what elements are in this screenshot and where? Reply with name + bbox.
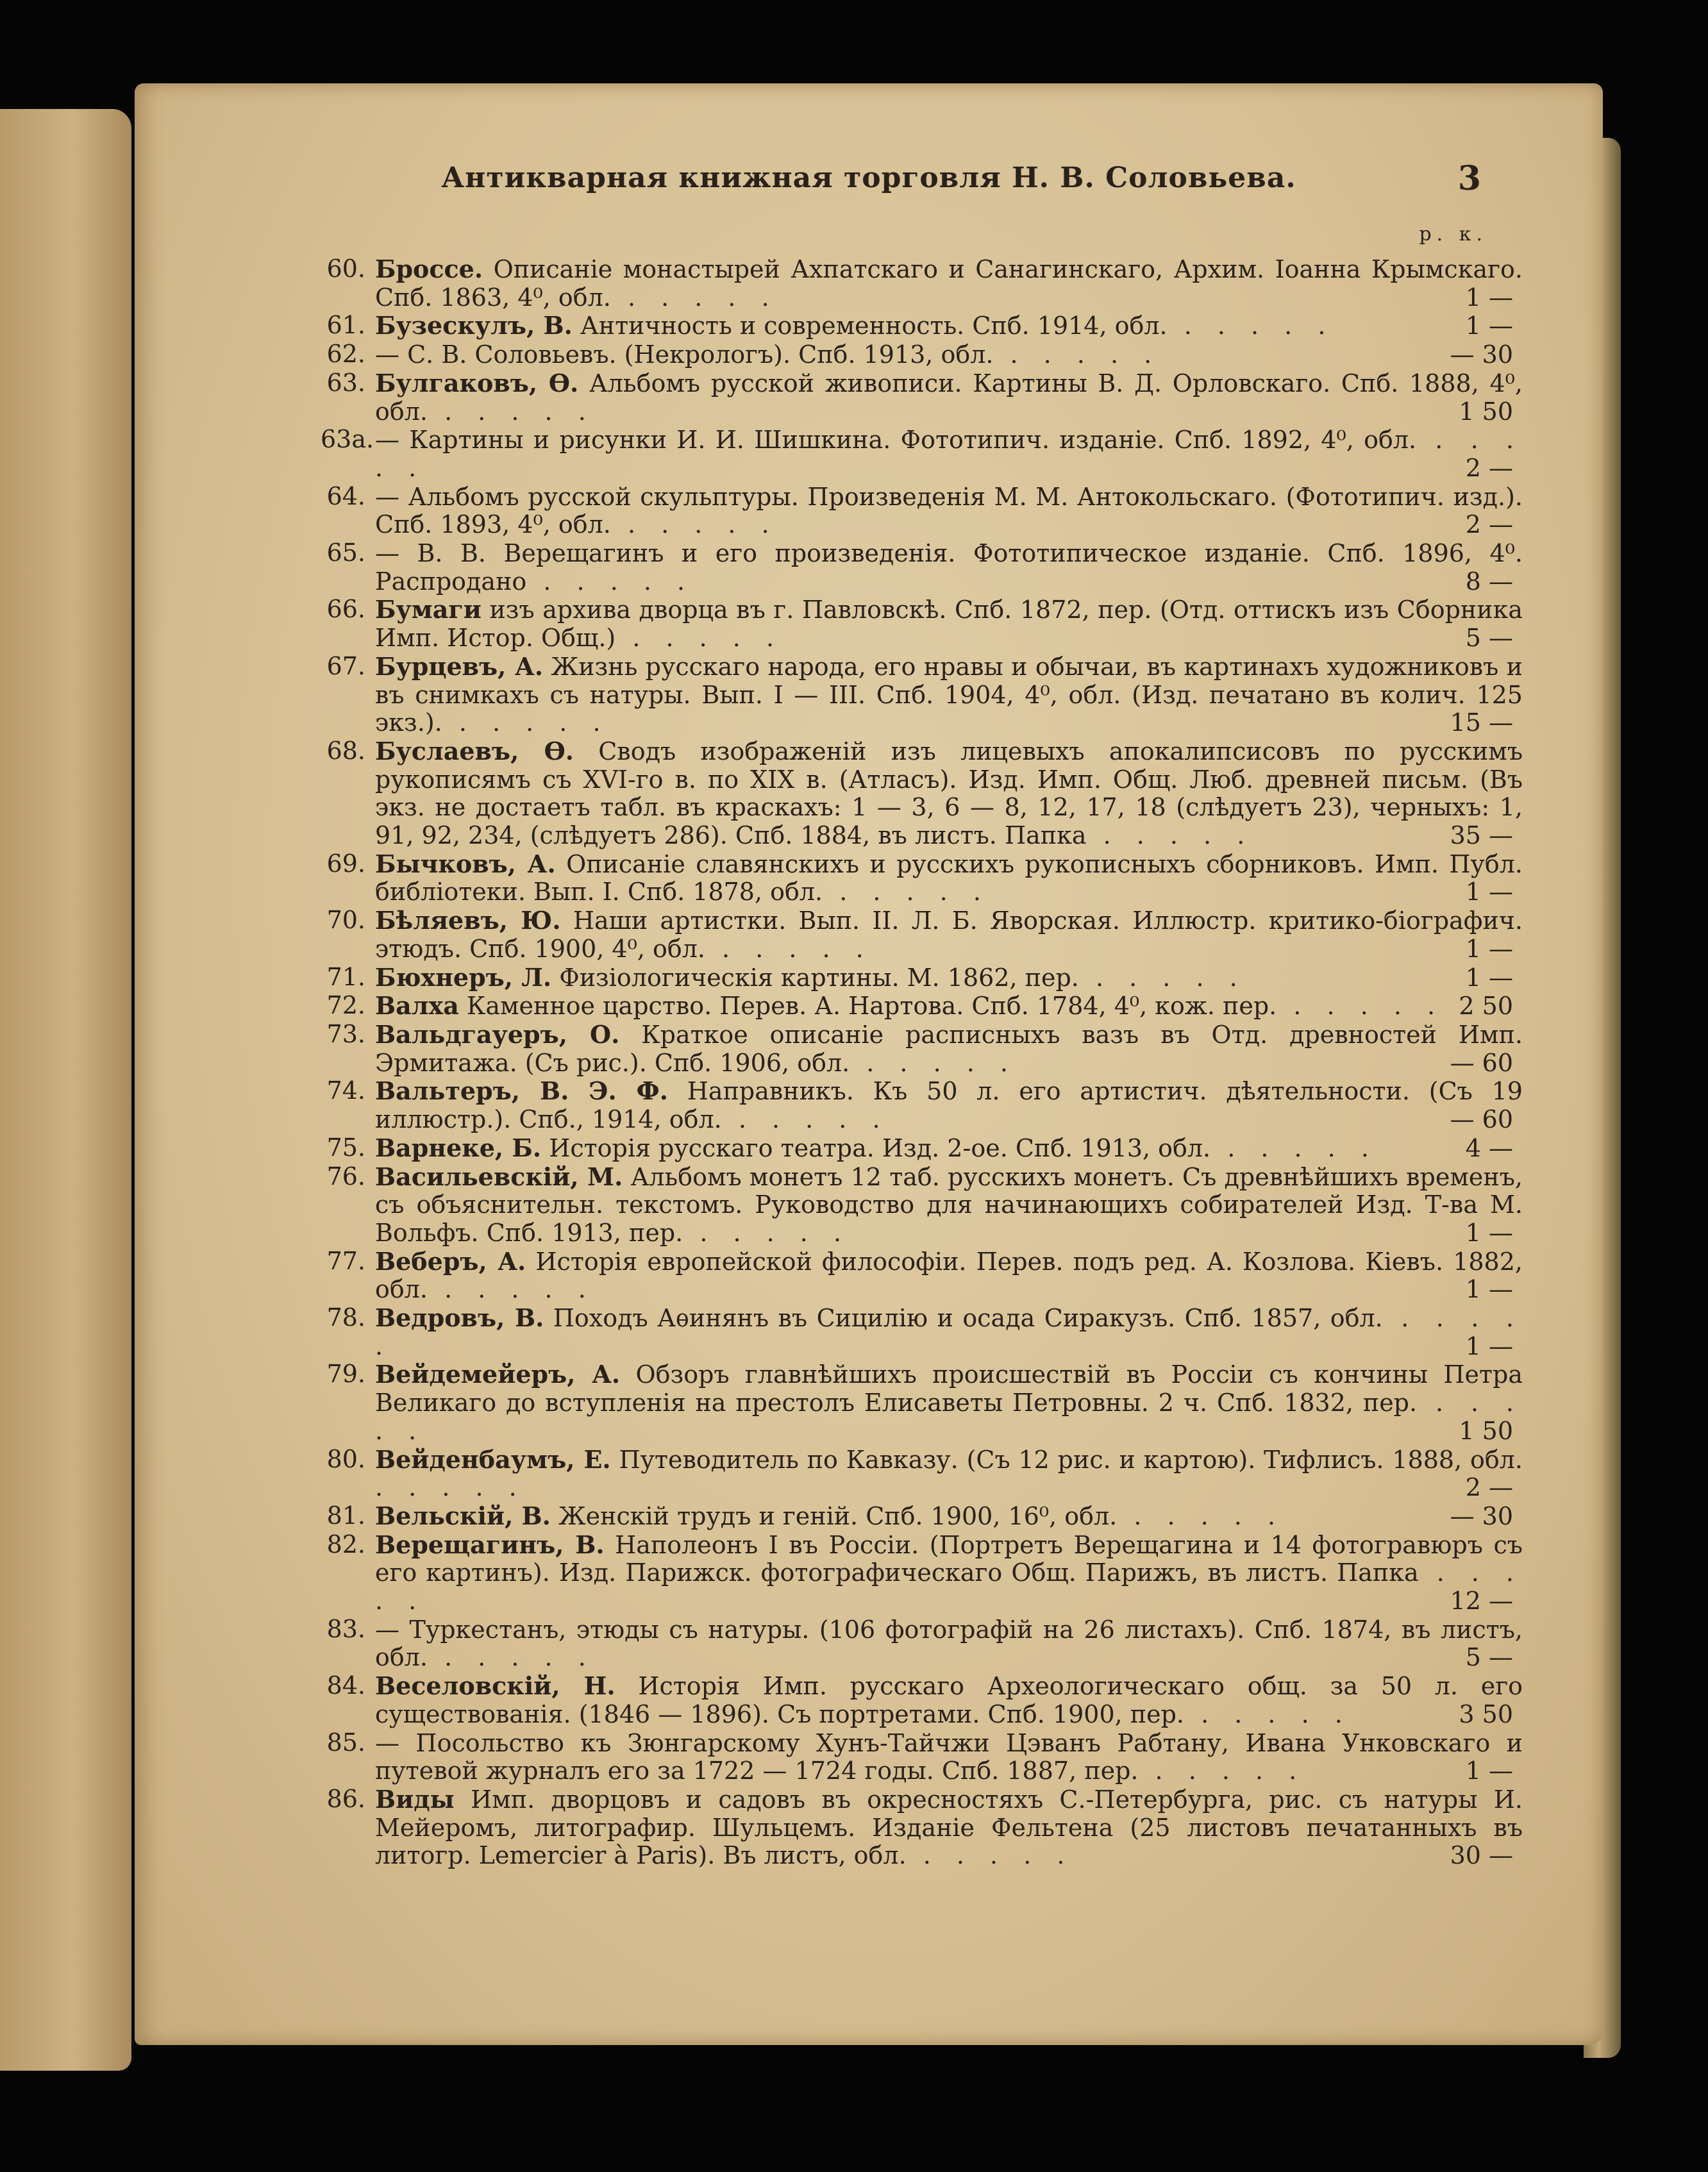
- entry-text: — Альбомъ русской скульптуры. Произведенія М. М. Антокольскаго. (Фототипич. изд.). Спб. 1893, 4⁰, обл.: [375, 482, 1523, 539]
- entry-price: 2 50: [1459, 992, 1513, 1021]
- catalog-entry: [135, 1360, 1603, 1445]
- leader-dots: . . . . .: [1138, 1757, 1306, 1785]
- entry-text: Имп. дворцовъ и садовъ въ окресностяхъ С.-Петербурга, рис. съ натуры И. Мейеромъ, литографир. Шульцемъ. Изданіе Фельтена (25 листовъ печатанныхъ въ литогр. Lemercier à Paris). Въ листъ, обл.: [375, 1785, 1523, 1870]
- entry-number: 64.: [326, 481, 365, 510]
- entry-number: 71.: [326, 962, 365, 991]
- entry-text: Жизнь русскаго народа, его нравы и обычаи, въ картинахъ художниковъ и въ снимкахъ съ натуры. Вып. I — III. Спб. 1904, 4⁰, обл. (Изд. печатано въ колич. 125 экз.).: [375, 652, 1523, 737]
- entry-description: [375, 539, 1523, 596]
- entry-number: 66.: [326, 595, 365, 624]
- entry-description: [375, 906, 1523, 963]
- entry-author: Бычковъ, А.: [375, 849, 556, 878]
- catalog-entry: [135, 1729, 1603, 1785]
- entry-description: [375, 992, 1523, 1021]
- leader-dots: . . . . .: [375, 1473, 526, 1502]
- entry-description: [375, 340, 1523, 369]
- leader-dots: . . . . .: [442, 708, 610, 737]
- leader-dots: . . . . .: [375, 1304, 1523, 1360]
- entry-text: — С. В. Соловьевъ. (Некрологъ). Спб. 1913, обл.: [375, 340, 994, 369]
- leader-dots: . . . . .: [427, 397, 595, 426]
- entry-number: 86.: [326, 1784, 365, 1813]
- entry-description: [375, 1502, 1523, 1531]
- entry-author: Бузескулъ, В.: [375, 311, 573, 340]
- leader-dots: . . . . .: [610, 510, 778, 539]
- entry-number: 75.: [326, 1133, 365, 1162]
- entry-text: Каменное царство. Перев. А. Нартова. Спб. 1784, 4⁰, кож. пер.: [466, 992, 1277, 1021]
- entry-description: [375, 653, 1523, 737]
- entry-author: Ведровъ, В.: [375, 1303, 544, 1333]
- entry-author: Веселовскій, Н.: [375, 1671, 615, 1701]
- entry-text: Путеводитель по Кавказу. (Съ 12 рис. и картою). Тифлисъ. 1888, обл.: [619, 1445, 1523, 1474]
- leader-dots: . . . . .: [1210, 1133, 1378, 1162]
- entry-price: 1 —: [1465, 1332, 1513, 1360]
- entry-price: 1 —: [1465, 963, 1513, 992]
- entry-number: 79.: [326, 1360, 365, 1389]
- entry-description: [375, 737, 1523, 850]
- entry-text: — В. В. Верещагинъ и его произведенія. Фототипическое изданіе. Спб. 1896, 4⁰. Распродано: [375, 539, 1523, 596]
- entry-text: — Туркестанъ, этюды съ натуры. (106 фотографій на 26 листахъ). Спб. 1874, въ листъ, обл.: [375, 1615, 1523, 1672]
- entry-author: Виды: [375, 1784, 455, 1814]
- leader-dots: . . . . .: [906, 1841, 1074, 1870]
- entry-price: 30 —: [1450, 1841, 1513, 1870]
- entry-description: [375, 1729, 1523, 1785]
- entry-number: 62.: [326, 340, 365, 369]
- leader-dots: . . . . .: [615, 624, 783, 653]
- entry-text: Сводъ изображеній изъ лицевыхъ апокалипсисовъ по русскимъ рукописямъ съ XVI-го в. по XIX в. (Атласъ). Изд. Имп. Общ. Люб. древней письм. (Въ экз. не достаетъ табл. въ краскахъ: 1 — 3, 6 — 8, 12, 17, 18 (слѣдуетъ 23), черныхъ: 1, 91, 92, 234, (слѣдуетъ 286). Спб. 1884, въ листъ. Папка: [375, 737, 1523, 850]
- entry-description: [375, 1616, 1523, 1672]
- entry-text: Исторія европейской философіи. Перев. подъ ред. А. Козлова. Кіевъ. 1882, обл.: [375, 1247, 1523, 1304]
- entry-number: 81.: [326, 1501, 365, 1530]
- catalog-entry: [135, 1616, 1603, 1672]
- entry-description: [375, 1021, 1523, 1077]
- entry-description: [375, 1672, 1523, 1728]
- entry-price: 5 —: [1465, 1643, 1513, 1672]
- catalog-entry: [135, 1021, 1603, 1077]
- entry-number: 67.: [326, 651, 365, 680]
- entry-author: Вельскій, В.: [375, 1501, 551, 1530]
- entry-text: — Картины и рисунки И. И. Шишкина. Фототипич. изданіе. Спб. 1892, 4⁰, обл.: [375, 426, 1417, 455]
- leader-dots: . . . . .: [721, 1105, 889, 1134]
- entry-number: 65.: [326, 539, 365, 567]
- catalog-entry: [135, 1163, 1603, 1248]
- catalog-entry: [135, 1502, 1603, 1531]
- entry-text: Физіологическія картины. М. 1862, пер.: [559, 963, 1079, 992]
- catalog-entry: [135, 737, 1603, 850]
- entry-number: 80.: [326, 1444, 365, 1473]
- entry-description: [375, 1304, 1523, 1360]
- entry-author: Бѣляевъ, Ю.: [375, 906, 561, 935]
- catalog-entry: [135, 1134, 1603, 1163]
- entry-text: Альбомъ русской живописи. Картины В. Д. Орловскаго. Спб. 1888, 4⁰, обл.: [375, 369, 1523, 426]
- entry-number: 85.: [326, 1728, 365, 1757]
- entry-text: Направникъ. Къ 50 л. его артистич. дѣятельности. (Съ 19 иллюстр.). Спб., 1914, обл.: [375, 1077, 1523, 1134]
- catalog-entry: [135, 312, 1603, 340]
- catalog-entry: [135, 426, 1603, 482]
- entry-author: Васильевскій, М.: [375, 1162, 623, 1191]
- leader-dots: . . . . .: [427, 1275, 595, 1304]
- leader-dots: . . . . .: [1086, 821, 1254, 850]
- catalog-entry: [135, 369, 1603, 426]
- entry-number: 76.: [326, 1162, 365, 1190]
- entry-price: — 30: [1450, 1501, 1513, 1530]
- entry-description: [375, 1531, 1523, 1616]
- entry-author: Бурцевъ, А.: [375, 651, 544, 681]
- entry-description: [375, 483, 1523, 539]
- entry-text: Исторія Имп. русскаго Археологическаго общ. за 50 л. его существованія. (1846 — 1896). Съ портретами. Спб. 1900, пер.: [375, 1672, 1523, 1728]
- entry-description: [375, 1446, 1523, 1502]
- catalog-entry: [135, 1446, 1603, 1502]
- page-number: 3: [1457, 159, 1481, 198]
- entry-price: 2 —: [1465, 453, 1513, 482]
- entry-text: Обзоръ главнѣйшихъ происшествій въ Россіи съ кончины Петра Великаго до вступленія на престолъ Елисаветы Петровны. 2 ч. Спб. 1832, пер.: [375, 1360, 1523, 1417]
- entry-text: Краткое описаніе расписныхъ вазъ въ Отд. древностей Имп. Эрмитажа. (Съ рис.). Спб. 1906, обл.: [375, 1020, 1523, 1077]
- catalog-entry: [135, 964, 1603, 992]
- leader-dots: . . . . .: [375, 426, 1523, 482]
- entry-author: Бумаги: [375, 595, 481, 624]
- entry-price: 5 —: [1465, 624, 1513, 653]
- entry-author: Варнеке, Б.: [375, 1133, 542, 1162]
- entry-price: 1 50: [1459, 1416, 1513, 1445]
- entry-price: 1 50: [1459, 397, 1513, 426]
- catalog-entry: [135, 906, 1603, 963]
- entry-price: 4 —: [1465, 1133, 1513, 1162]
- entry-author: Вальдгауеръ, О.: [375, 1019, 620, 1049]
- entry-price: 3 50: [1459, 1700, 1513, 1728]
- entry-author: Валха: [375, 991, 459, 1021]
- catalog-entry: [135, 340, 1603, 369]
- entry-description: [375, 1248, 1523, 1304]
- entry-number: 83.: [326, 1614, 365, 1643]
- catalog-entry: [135, 992, 1603, 1021]
- currency-header: р. к.: [1419, 223, 1487, 246]
- entry-number: 73.: [326, 1019, 365, 1048]
- catalog-entry: [135, 596, 1603, 652]
- entry-number: 70.: [326, 906, 365, 935]
- entry-number: 69.: [326, 849, 365, 878]
- entry-author: Вейденбаумъ, Е.: [375, 1444, 611, 1474]
- entry-text: — Посольство къ Зюнгарскому Хунъ-Тайчжи Цэванъ Рабтану, Ивана Унковскаго и путевой журналъ его за 1722 — 1724 годы. Спб. 1887, пер.: [375, 1728, 1523, 1785]
- entry-description: [375, 1077, 1523, 1133]
- entry-price: 1 —: [1465, 878, 1513, 906]
- entry-description: [375, 596, 1523, 652]
- entry-number: 84.: [326, 1671, 365, 1700]
- leader-dots: . . . . .: [1078, 963, 1246, 992]
- running-title: Антикварная книжная торговля Н. В. Соловьева.: [441, 162, 1296, 194]
- catalog-entry: [135, 1248, 1603, 1304]
- catalog-entry: [135, 1785, 1603, 1870]
- leader-dots: . . . . .: [526, 567, 694, 596]
- entry-price: 8 —: [1465, 567, 1513, 596]
- leader-dots: . . . . .: [375, 1558, 1523, 1616]
- catalog-entry: [135, 653, 1603, 737]
- leader-dots: . . . . .: [850, 1048, 1017, 1077]
- entry-price: 1 —: [1465, 934, 1513, 963]
- entry-number: 68.: [326, 736, 365, 765]
- entry-text: Наши артистки. Вып. II. Л. Б. Яворская. Иллюстр. критико-біографич. этюдъ. Спб. 1900, 4⁰, обл.: [375, 906, 1523, 963]
- catalog-entry: [135, 255, 1603, 312]
- entry-text: Наполеонъ I въ Россіи. (Портретъ Верещагина и 14 фотогравюръ съ его картинъ). Изд. Парижск. фотографическаго Общ. Парижъ, въ листъ. Папка: [375, 1530, 1523, 1587]
- entry-description: [375, 312, 1523, 340]
- entry-price: — 30: [1450, 340, 1513, 369]
- entry-text: Античность и современность. Спб. 1914, обл.: [580, 312, 1168, 340]
- leader-dots: . . . . .: [610, 283, 778, 312]
- entry-description: [375, 964, 1523, 992]
- entry-price: 1 —: [1465, 1218, 1513, 1247]
- entry-number: 74.: [326, 1076, 365, 1105]
- leader-dots: . . . . .: [375, 1389, 1523, 1445]
- entry-text: Описаніе славянскихъ и русскихъ рукописныхъ сборниковъ. Имп. Публ. библіотеки. Вып. I. Спб. 1878, обл.: [375, 849, 1523, 906]
- entry-author: Бюхнеръ, Л.: [375, 962, 552, 992]
- entry-description: [375, 255, 1523, 312]
- catalog-entry: [135, 539, 1603, 596]
- entry-description: [375, 1163, 1523, 1248]
- entry-author: Верещагинъ, В.: [375, 1530, 605, 1559]
- entry-price: 2 —: [1465, 510, 1513, 539]
- entry-price: 1 —: [1465, 312, 1513, 340]
- leader-dots: . . . . .: [1277, 992, 1444, 1021]
- entry-price: — 60: [1450, 1048, 1513, 1077]
- entry-price: 1 —: [1465, 283, 1513, 312]
- entry-text: изъ архива дворца въ г. Павловскѣ. Спб. 1872, пер. (Отд. оттискъ изъ Сборника Имп. Истор. Общ.): [375, 596, 1523, 653]
- entry-number: 72.: [326, 991, 365, 1020]
- entry-number: 77.: [326, 1246, 365, 1275]
- entry-price: 1 —: [1465, 1275, 1513, 1304]
- catalog-entry: [135, 1531, 1603, 1616]
- entry-text: Женскій трудъ и геній. Спб. 1900, 16⁰, обл.: [558, 1501, 1118, 1530]
- entry-text: Описаніе монастырей Ахпатскаго и Санагинскаго, Архим. Іоанна Крымскаго. Спб. 1863, 4⁰, обл.: [375, 255, 1523, 312]
- catalog-entry: [135, 1304, 1603, 1360]
- entry-price: 35 —: [1450, 821, 1513, 850]
- entry-price: 2 —: [1465, 1473, 1513, 1502]
- entry-text: Исторія русскаго театра. Изд. 2-ое. Спб. 1913, обл.: [549, 1133, 1211, 1162]
- leader-dots: . . . . .: [1167, 312, 1335, 340]
- entry-number: 82.: [326, 1530, 365, 1558]
- entry-number: 60.: [326, 255, 365, 283]
- catalog-entry: [135, 1077, 1603, 1133]
- entry-author: Броссе.: [375, 255, 483, 283]
- entry-author: Буслаевъ, Ѳ.: [375, 736, 574, 765]
- entry-description: [375, 1360, 1523, 1445]
- entry-text: Альбомъ монетъ 12 таб. русскихъ монетъ. Съ древнѣйшихъ временъ, съ объяснительн. текстомъ. Руководство для начинающихъ собирателей Изд. Т-ва М. Вольфъ. Спб. 1913, пер.: [375, 1162, 1523, 1247]
- leader-dots: . . . . .: [993, 340, 1161, 369]
- entry-author: Булгаковъ, Ѳ.: [375, 368, 579, 397]
- catalog-entry: [135, 1672, 1603, 1728]
- entry-description: [375, 369, 1523, 426]
- leader-dots: . . . . .: [823, 878, 990, 906]
- entry-description: [375, 1134, 1523, 1163]
- entry-author: Веберъ, А.: [375, 1246, 526, 1276]
- entry-price: — 60: [1450, 1105, 1513, 1134]
- entry-description: [375, 1785, 1523, 1870]
- leader-dots: . . . . .: [705, 934, 873, 963]
- entry-number: 61.: [326, 311, 365, 340]
- entry-description: [375, 426, 1523, 482]
- catalog-page: [135, 83, 1603, 2045]
- facing-page-edge: [0, 109, 131, 2071]
- entry-price: 1 —: [1465, 1757, 1513, 1785]
- catalog-entry: [135, 850, 1603, 906]
- entry-number: 63а.: [321, 425, 374, 454]
- entry-number: 78.: [326, 1303, 365, 1332]
- leader-dots: . . . . .: [427, 1643, 595, 1672]
- entry-author: Вальтеръ, В. Э. Ф.: [375, 1076, 668, 1106]
- entry-author: Вейдемейеръ, А.: [375, 1360, 621, 1389]
- leader-dots: . . . . .: [1184, 1700, 1352, 1728]
- catalog-entry: [135, 483, 1603, 539]
- entry-number: 63.: [326, 368, 365, 397]
- catalog-entries: [135, 255, 1603, 1870]
- entry-text: Походъ Аѳинянъ въ Сицилію и осада Сиракузъ. Спб. 1857, обл.: [553, 1304, 1383, 1333]
- leader-dots: . . . . .: [1117, 1501, 1285, 1530]
- entry-price: 12 —: [1450, 1587, 1513, 1616]
- entry-price: 15 —: [1450, 708, 1513, 737]
- leader-dots: . . . . .: [683, 1218, 851, 1247]
- entry-description: [375, 850, 1523, 906]
